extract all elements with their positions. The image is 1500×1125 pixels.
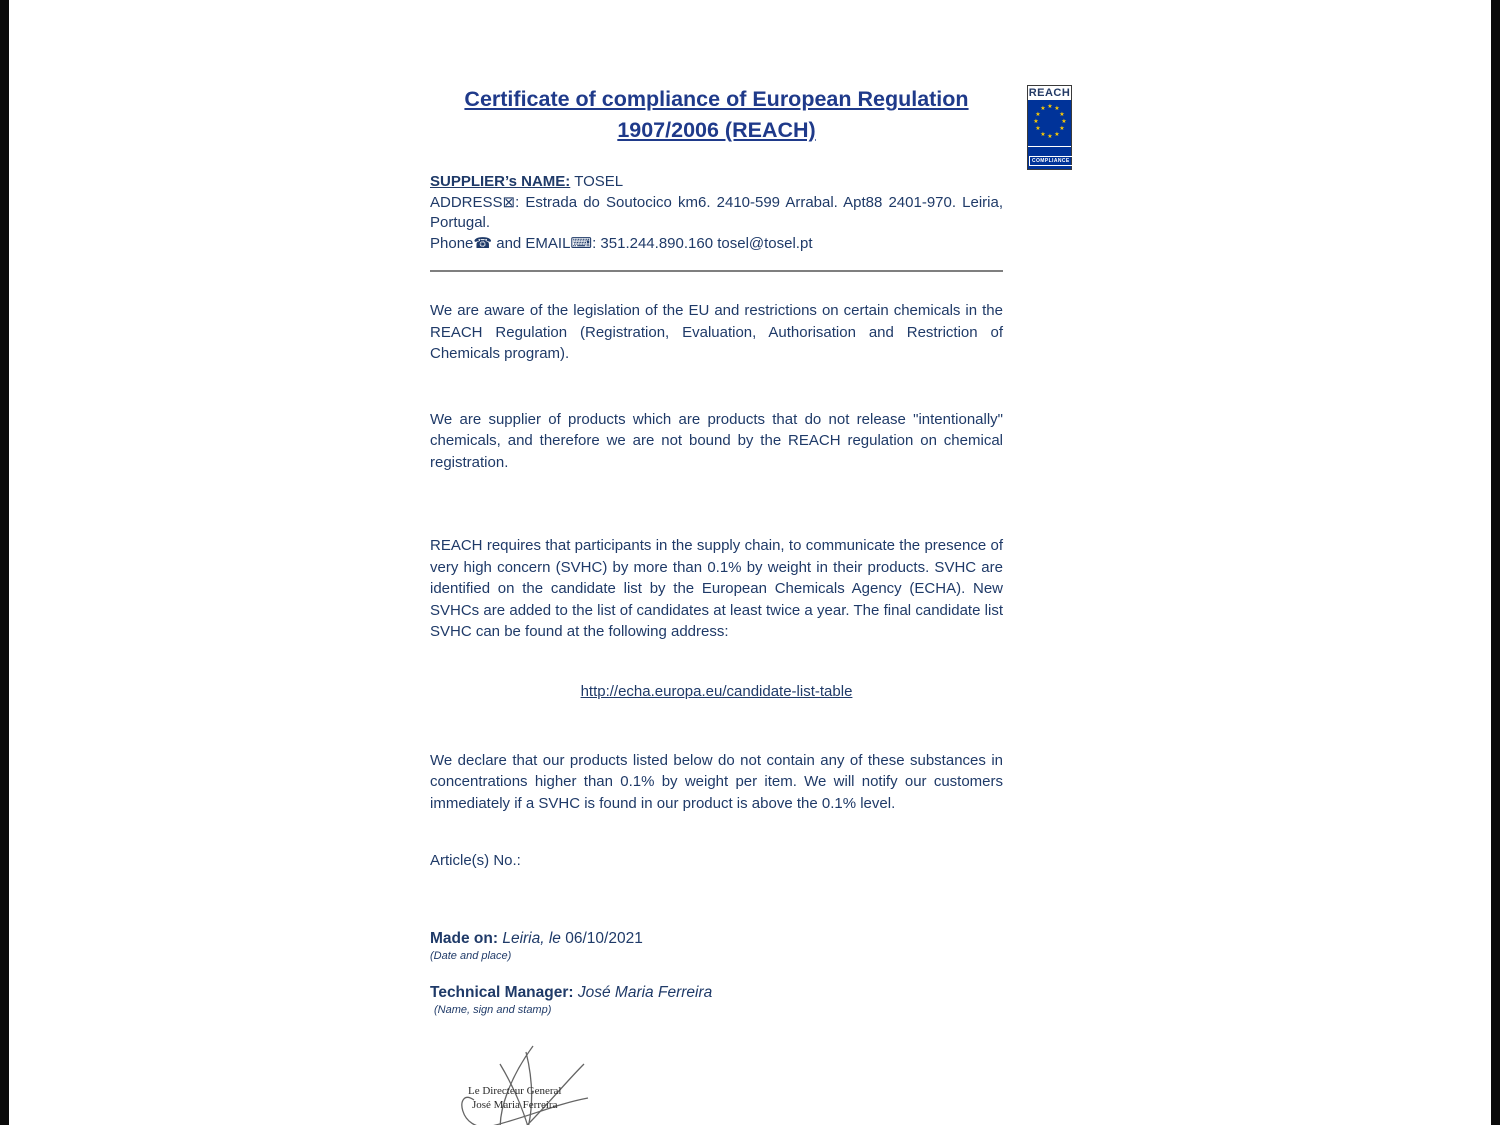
scan-border-right [1491, 0, 1500, 1125]
candidate-list-link-line [430, 683, 1003, 700]
supplier-name-line [430, 172, 1003, 193]
stamp-line2: José Maria Ferreira [471, 1098, 558, 1111]
paragraph-declaration: We declare that our products listed below do not contain any of these substances in concentrations higher than 0.1% by weight per item. We will notify our customers immediately if a SVHC is found in our product is above the 0.1% level. [430, 751, 1003, 812]
supplier-contact-value: 351.244.890.160 tosel@tosel.pt [596, 234, 813, 252]
horizontal-divider [430, 270, 1003, 272]
made-on-label: Made on: [430, 929, 499, 947]
paragraph-supplier-statement: We are supplier of products which are products that do not release "intentionally" chemicals, and therefore we are not bound by the REACH regulation on chemical registration. [430, 410, 1003, 471]
supplier-name-value: TOSEL [570, 173, 624, 190]
page-title-line1: Certificate of compliance of European Regulation [464, 87, 969, 111]
supplier-address-value: Estrada do Soutocico km6. 2410-599 Arrabal. Apt88 2401-970. Leiria, Portugal. [430, 193, 1003, 231]
name-sign-stamp-note: (Name, sign and stamp) [434, 1003, 552, 1016]
supplier-contact-line [430, 234, 1003, 255]
page-title [430, 84, 1003, 146]
supplier-name-label: SUPPLIER’s NAME: [430, 173, 571, 190]
candidate-list-link[interactable]: http://echa.europa.eu/candidate-list-table [580, 682, 853, 700]
paragraph-reach-awareness: We are aware of the legislation of the EU and restrictions on certain chemicals in the REACH Regulation (Registration, Evaluation, Authorisation and Restriction of Chemicals program). [430, 302, 1003, 362]
paragraph-svhc-requirements: REACH requires that participants in the supply chain, to communicate the presence of very high concern (SVHC) by more than 0.1% by weight in their products. SVHC are identified on the candidate list by the European Chemicals Agency (ECHA). New SVHCs are added to the list of candidates at least twice a year. The final candidate list SVHC can be found at the following address: [430, 537, 1003, 640]
articles-number-label: Article(s) No.: [430, 852, 521, 869]
stamp-line1: Le Directeur General [468, 1084, 562, 1097]
date-place-note: (Date and place) [430, 949, 512, 962]
reach-logo-compliance-text: COMPLIANCE [1029, 156, 1073, 166]
reach-logo-title: REACH [1028, 87, 1071, 99]
supplier-address-label: ADDRESS⊠: [430, 193, 520, 211]
technical-manager-line [430, 984, 1003, 1002]
eu-stars-icon: ★ ★ ★ ★ ★ ★ ★ ★ ★ ★ ★ ★ [1028, 100, 1071, 146]
technical-manager-name: José Maria Ferreira [573, 983, 713, 1001]
made-on-place: Leiria, le [498, 929, 561, 947]
reach-logo-compliance-band [1028, 146, 1071, 169]
stamp-text [468, 1084, 561, 1112]
made-on-line [430, 930, 1003, 948]
reach-compliance-logo [1027, 85, 1072, 170]
supplier-address-line [430, 193, 1003, 234]
supplier-info-block [430, 172, 1003, 254]
document-body [430, 84, 1003, 1125]
made-on-date: 06/10/2021 [560, 929, 643, 947]
page-title-line2: 1907/2006 (REACH) [617, 118, 816, 142]
supplier-contact-label: Phone☎ and EMAIL⌨: [430, 234, 597, 252]
signature-area [436, 1042, 626, 1125]
technical-manager-label: Technical Manager: [430, 983, 574, 1001]
scan-border-left [0, 0, 9, 1125]
